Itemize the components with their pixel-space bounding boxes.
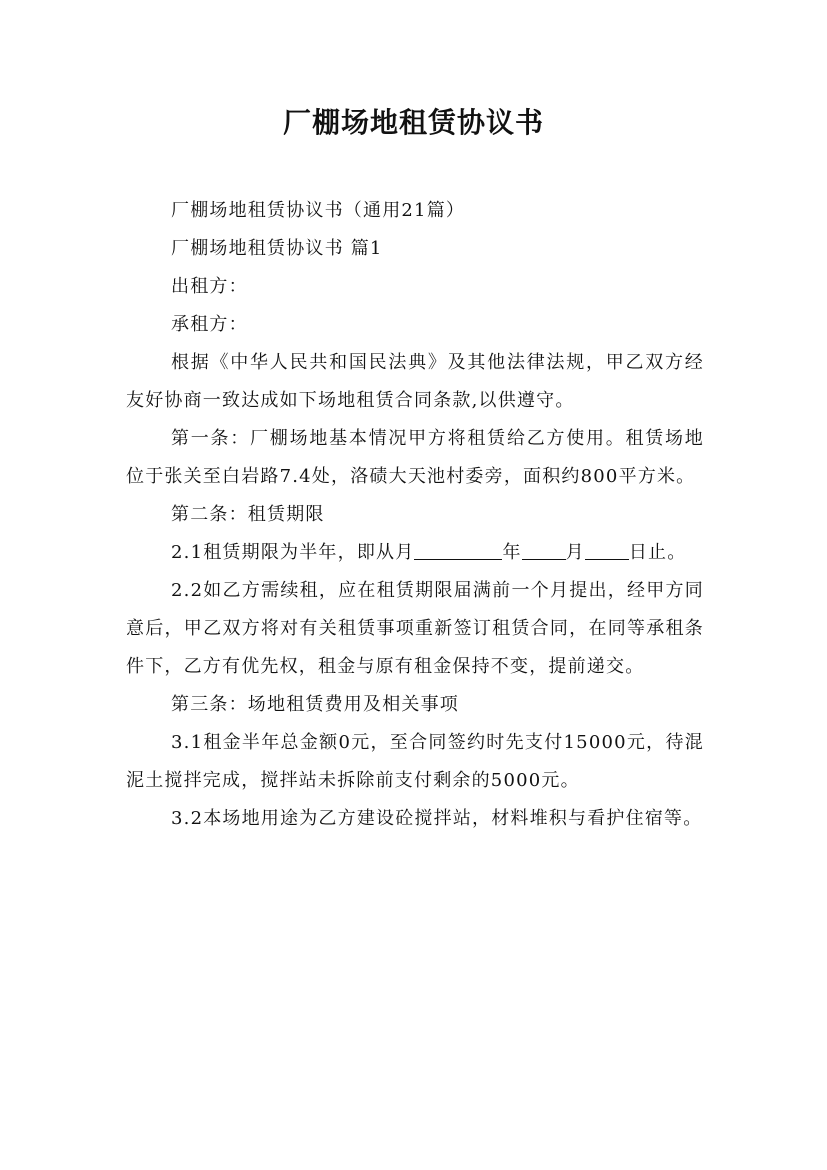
clause-2-1-text-year: 年 xyxy=(502,542,522,563)
blank-line-year xyxy=(414,539,502,560)
clause-3-1-paragraph: 3.1租金半年总金额0元，至合同签约时先支付15000元，待混泥土搅拌完成，搅拌站未拆除前支付剩余的5000元。 xyxy=(126,732,704,791)
article-1-paragraph: 第一条：厂棚场地基本情况甲方将租赁给乙方使用。租赁场地位于张关至白岩路7.4处，洛碛大天池村委旁，面积约800平方米。 xyxy=(126,428,704,487)
clause-2-1-text-start: 2.1租赁期限为半年，即从月 xyxy=(171,542,415,563)
lessor-field: 出租方： xyxy=(171,276,248,297)
blank-line-month xyxy=(522,539,566,560)
clause-2-1-text-month: 月 xyxy=(565,542,585,563)
preamble-paragraph: 根据《中华人民共和国民法典》及其他法律法规，甲乙双方经友好协商一致达成如下场地租赁合同条款,以供遵守。 xyxy=(126,352,704,411)
clause-2-1-text-end: 日止。 xyxy=(628,542,687,563)
article-3-heading: 第三条：场地租赁费用及相关事项 xyxy=(171,694,459,715)
article-2-heading: 第二条：租赁期限 xyxy=(171,504,325,525)
document-body xyxy=(126,192,704,838)
blank-line-day xyxy=(585,539,629,560)
section-heading: 厂棚场地租赁协议书 篇1 xyxy=(171,238,383,259)
clause-3-2-paragraph: 3.2本场地用途为乙方建设砼搅拌站，材料堆积与看护住宿等。 xyxy=(171,808,703,829)
subtitle-paragraph: 厂棚场地租赁协议书（通用21篇） xyxy=(171,200,466,221)
document-title: 厂棚场地租赁协议书 xyxy=(282,106,544,139)
clause-2-1-paragraph xyxy=(126,534,704,572)
lessee-field: 承租方： xyxy=(171,314,248,335)
clause-2-2-paragraph: 2.2如乙方需续租，应在租赁期限届满前一个月提出，经甲方同意后，甲乙双方将对有关租赁事项重新签订租赁合同，在同等承租条件下，乙方有优先权，租金与原有租金保持不变，提前递交。 xyxy=(126,580,704,677)
